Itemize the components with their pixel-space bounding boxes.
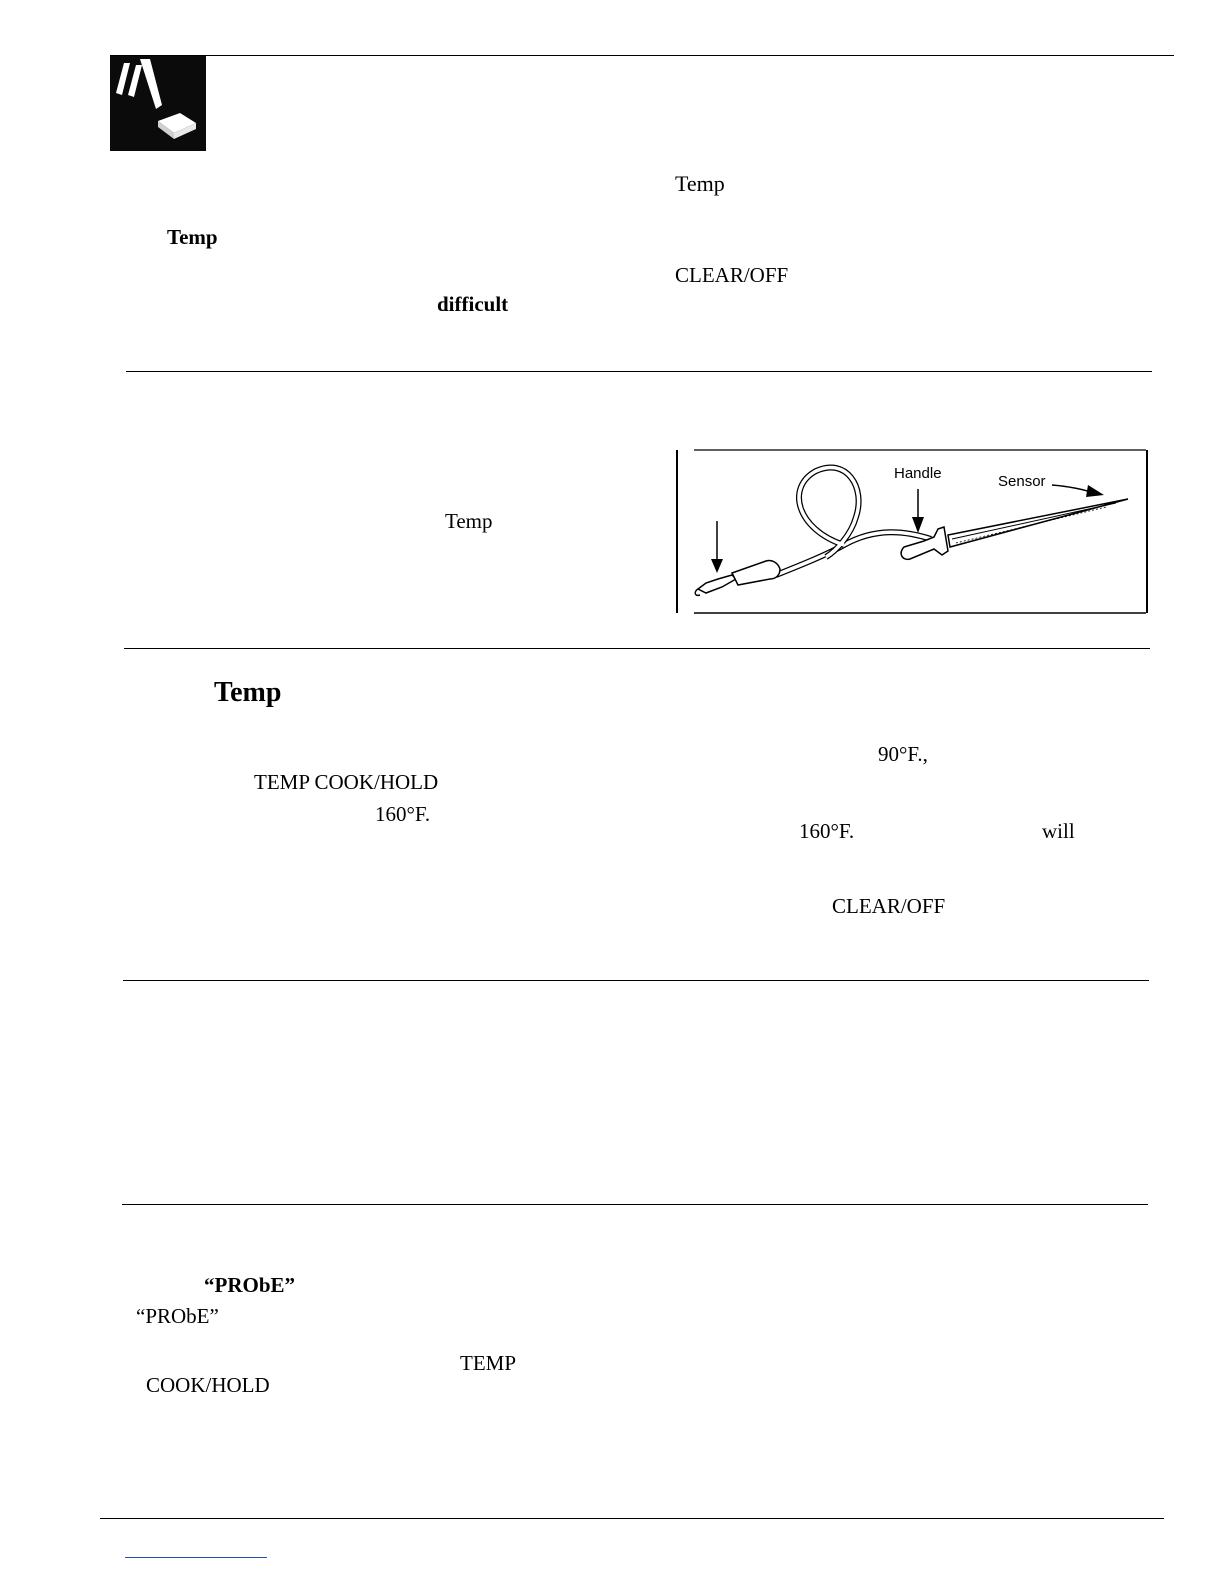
- intro-temp-left: Temp: [167, 225, 218, 249]
- logo: [110, 55, 206, 151]
- cook-right-160: 160°F.: [799, 819, 855, 843]
- sensor-label: Sensor: [998, 473, 1046, 490]
- cook-right-90: 90°F.,: [878, 742, 928, 766]
- intro-clear-off: CLEAR/OFF: [675, 263, 789, 287]
- probe-msg-cook-hold: COOK/HOLD: [146, 1373, 270, 1397]
- cook-temp-cook-hold: TEMP COOK/HOLD: [254, 770, 439, 794]
- section-rule-2: [124, 648, 1150, 649]
- intro-temp-right: Temp: [675, 171, 725, 196]
- cook-left-160: 160°F.: [375, 802, 431, 826]
- probe-msg-bold: “PRObE”: [204, 1273, 296, 1297]
- intro-difficult: difficult: [437, 292, 509, 316]
- handle-label: Handle: [894, 465, 942, 482]
- probe-msg-plain: “PRObE”: [136, 1304, 219, 1328]
- section-rule-3: [123, 980, 1149, 981]
- probe-figure: [676, 447, 1150, 615]
- cook-will: will: [1042, 819, 1075, 843]
- probe-temp: Temp: [445, 509, 493, 533]
- section-rule-4: [122, 1204, 1148, 1205]
- footer-rule: [100, 1518, 1164, 1519]
- top-rule: [110, 55, 1174, 56]
- cook-clear-off: CLEAR/OFF: [832, 894, 946, 918]
- footer-link-underline: [125, 1557, 267, 1558]
- hand-pressing-button-icon: [110, 55, 206, 151]
- section-rule-1: [126, 371, 1152, 372]
- probe-msg-temp: TEMP: [460, 1351, 517, 1375]
- cook-heading-temp: Temp: [214, 677, 282, 708]
